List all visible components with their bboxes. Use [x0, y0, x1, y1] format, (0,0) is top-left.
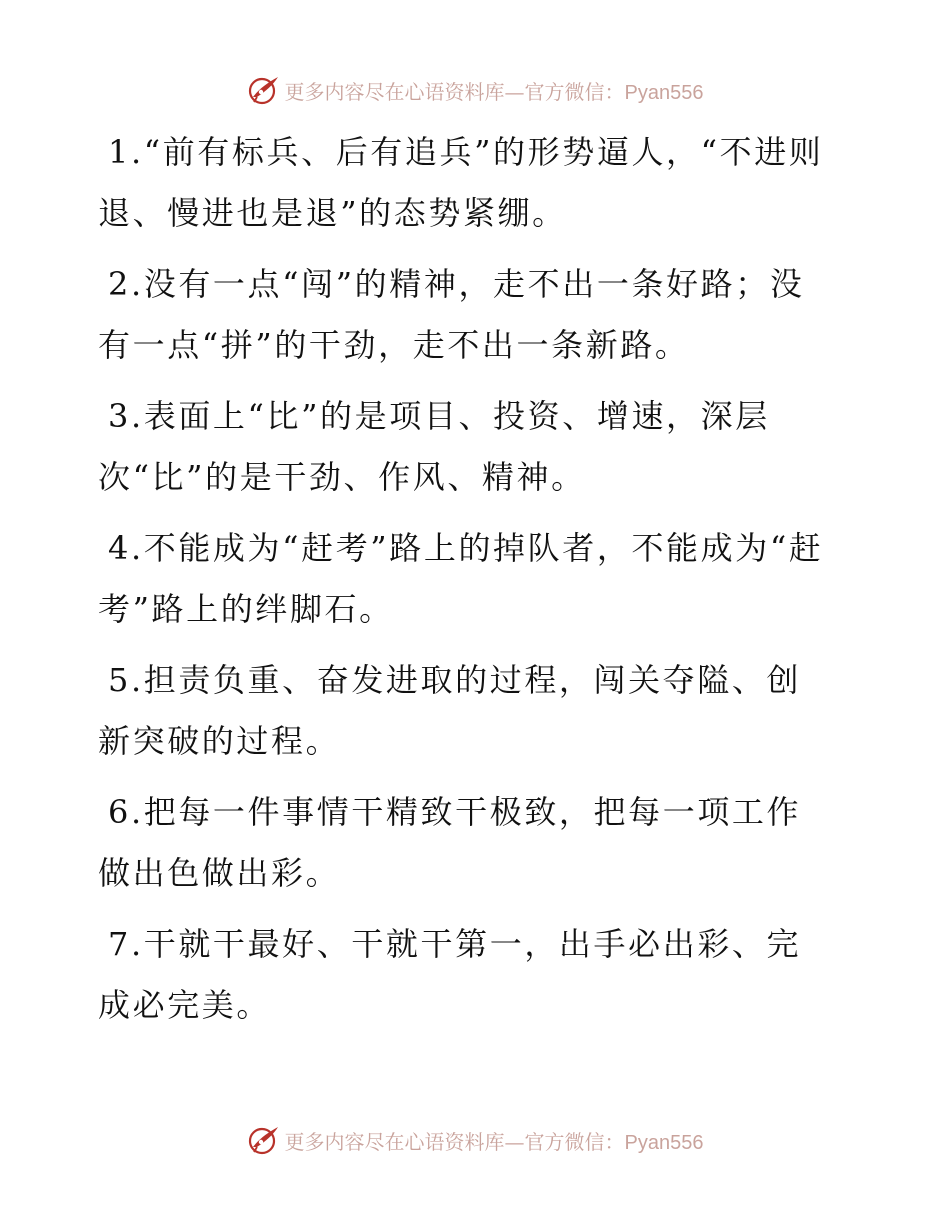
list-item: 1.“前有标兵、后有追兵”的形势逼人，“不进则退、慢进也是退”的态势紧绷。	[98, 133, 824, 232]
list-item: 2.没有一点“闯”的精神，走不出一条好路；没有一点“拼”的干劲，走不出一条新路。	[98, 265, 805, 364]
quill-pen-logo-icon	[247, 73, 281, 107]
list-item: 7.干就干最好、干就干第一，出手必出彩、完成必完美。	[98, 925, 802, 1024]
list-item: 3.表面上“比”的是项目、投资、增速，深层次“比”的是干劲、作风、精神。	[98, 397, 770, 496]
watermark-header	[0, 70, 950, 110]
watermark-text: 更多内容尽在心语资料库—官方微信：Pyan556	[284, 1129, 704, 1154]
watermark-footer	[0, 1120, 950, 1160]
list-item: 6.把每一件事情干精致干极致，把每一项工作做出色做出彩。	[98, 793, 802, 892]
quill-pen-logo-icon	[247, 1123, 281, 1157]
document-body	[98, 122, 828, 1046]
watermark-text: 更多内容尽在心语资料库—官方微信：Pyan556	[284, 79, 704, 104]
list-item: 5.担责负重、奋发进取的过程，闯关夺隘、创新突破的过程。	[98, 661, 802, 760]
list-item: 4.不能成为“赶考”路上的掉队者，不能成为“赶考”路上的绊脚石。	[98, 529, 824, 628]
